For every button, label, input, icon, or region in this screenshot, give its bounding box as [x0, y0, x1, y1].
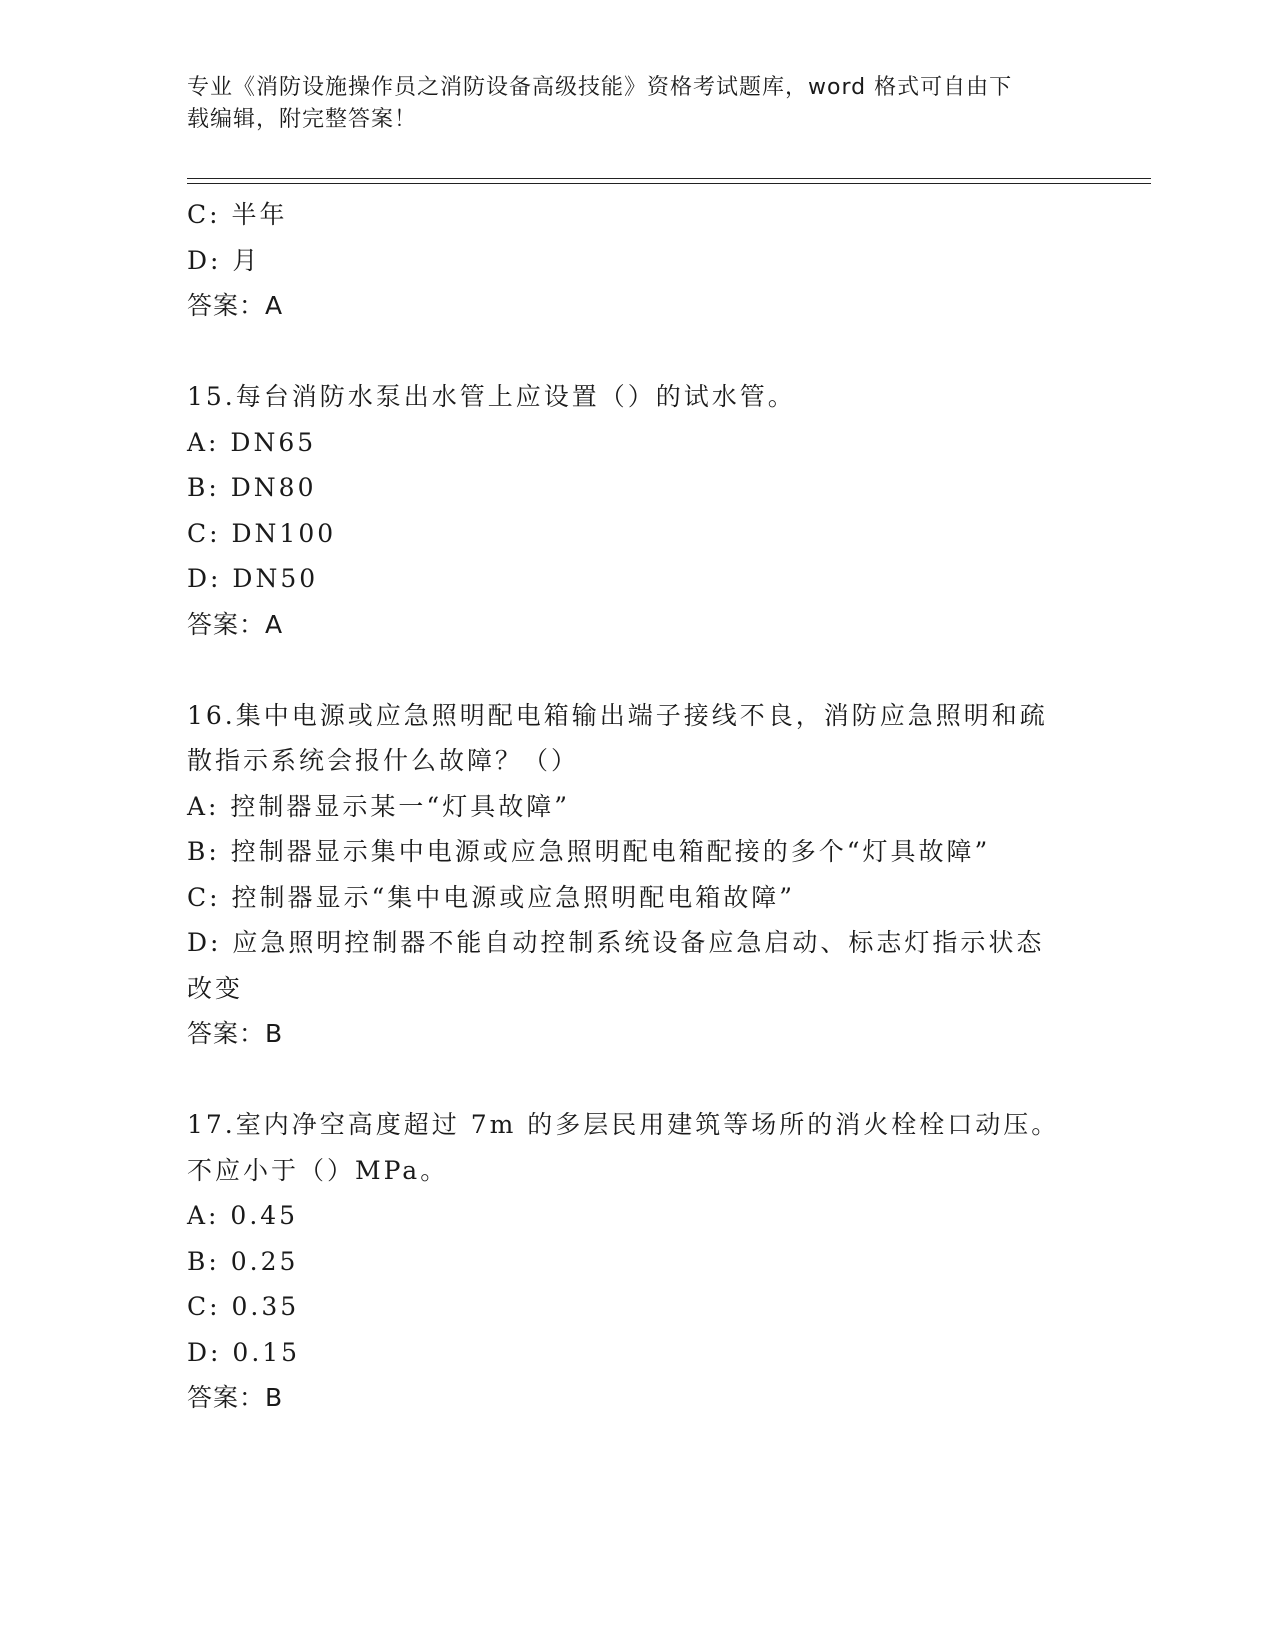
option-d-line-2: 改变	[187, 973, 244, 1003]
question-list	[187, 192, 1087, 1421]
option-a: A: 0.45	[187, 1201, 299, 1230]
option-d: D: 0.15	[187, 1337, 301, 1367]
option-d: D: 月	[187, 245, 261, 275]
spacer	[187, 329, 1087, 375]
header-divider-bottom	[187, 183, 1151, 184]
answer: 答案：B	[187, 1383, 284, 1412]
option-a: A: DN65	[187, 427, 317, 457]
question-15	[187, 374, 1087, 647]
answer: 答案：A	[187, 609, 284, 639]
question-stem-line-1: 16.集中电源或应急照明配电箱输出端子接线不良，消防应急照明和疏	[187, 700, 1048, 730]
question-16	[187, 693, 1087, 1057]
option-d: D: DN50	[187, 564, 319, 593]
option-c: C: DN100	[187, 518, 337, 548]
option-b: B: 控制器显示集中电源或应急照明配电箱配接的多个“灯具故障”	[187, 837, 991, 866]
option-c: C: 控制器显示“集中电源或应急照明配电箱故障”	[187, 882, 796, 912]
question-stem: 15.每台消防水泵出水管上应设置（）的试水管。	[187, 382, 796, 411]
option-b: B: 0.25	[187, 1246, 299, 1276]
question-prev	[187, 192, 1087, 329]
option-d-line-1: D: 应急照明控制器不能自动控制系统设备应急启动、标志灯指示状态	[187, 928, 1045, 957]
question-17	[187, 1102, 1087, 1421]
answer: 答案：A	[187, 291, 284, 320]
question-stem-line-2: 不应小于（）MPa。	[187, 1155, 449, 1185]
question-stem-line-1: 17.室内净空高度超过 7m 的多层民用建筑等场所的消火栓栓口动压。	[187, 1110, 1060, 1139]
question-stem-line-2: 散指示系统会报什么故障？（）	[187, 746, 580, 775]
answer: 答案：B	[187, 1019, 284, 1048]
spacer	[187, 647, 1087, 693]
option-b: B: DN80	[187, 473, 317, 502]
option-a: A: 控制器显示某一“灯具故障”	[187, 791, 570, 821]
option-c: C: 0.35	[187, 1292, 300, 1321]
header-divider-top	[187, 178, 1151, 179]
spacer	[187, 1057, 1087, 1103]
option-c: C: 半年	[187, 200, 288, 229]
header-line-1: 专业《消防设施操作员之消防设备高级技能》资格考试题库，word 格式可自由下	[187, 75, 1013, 100]
header-line-2: 载编辑，附完整答案！	[187, 107, 418, 132]
page-header	[187, 72, 1067, 136]
